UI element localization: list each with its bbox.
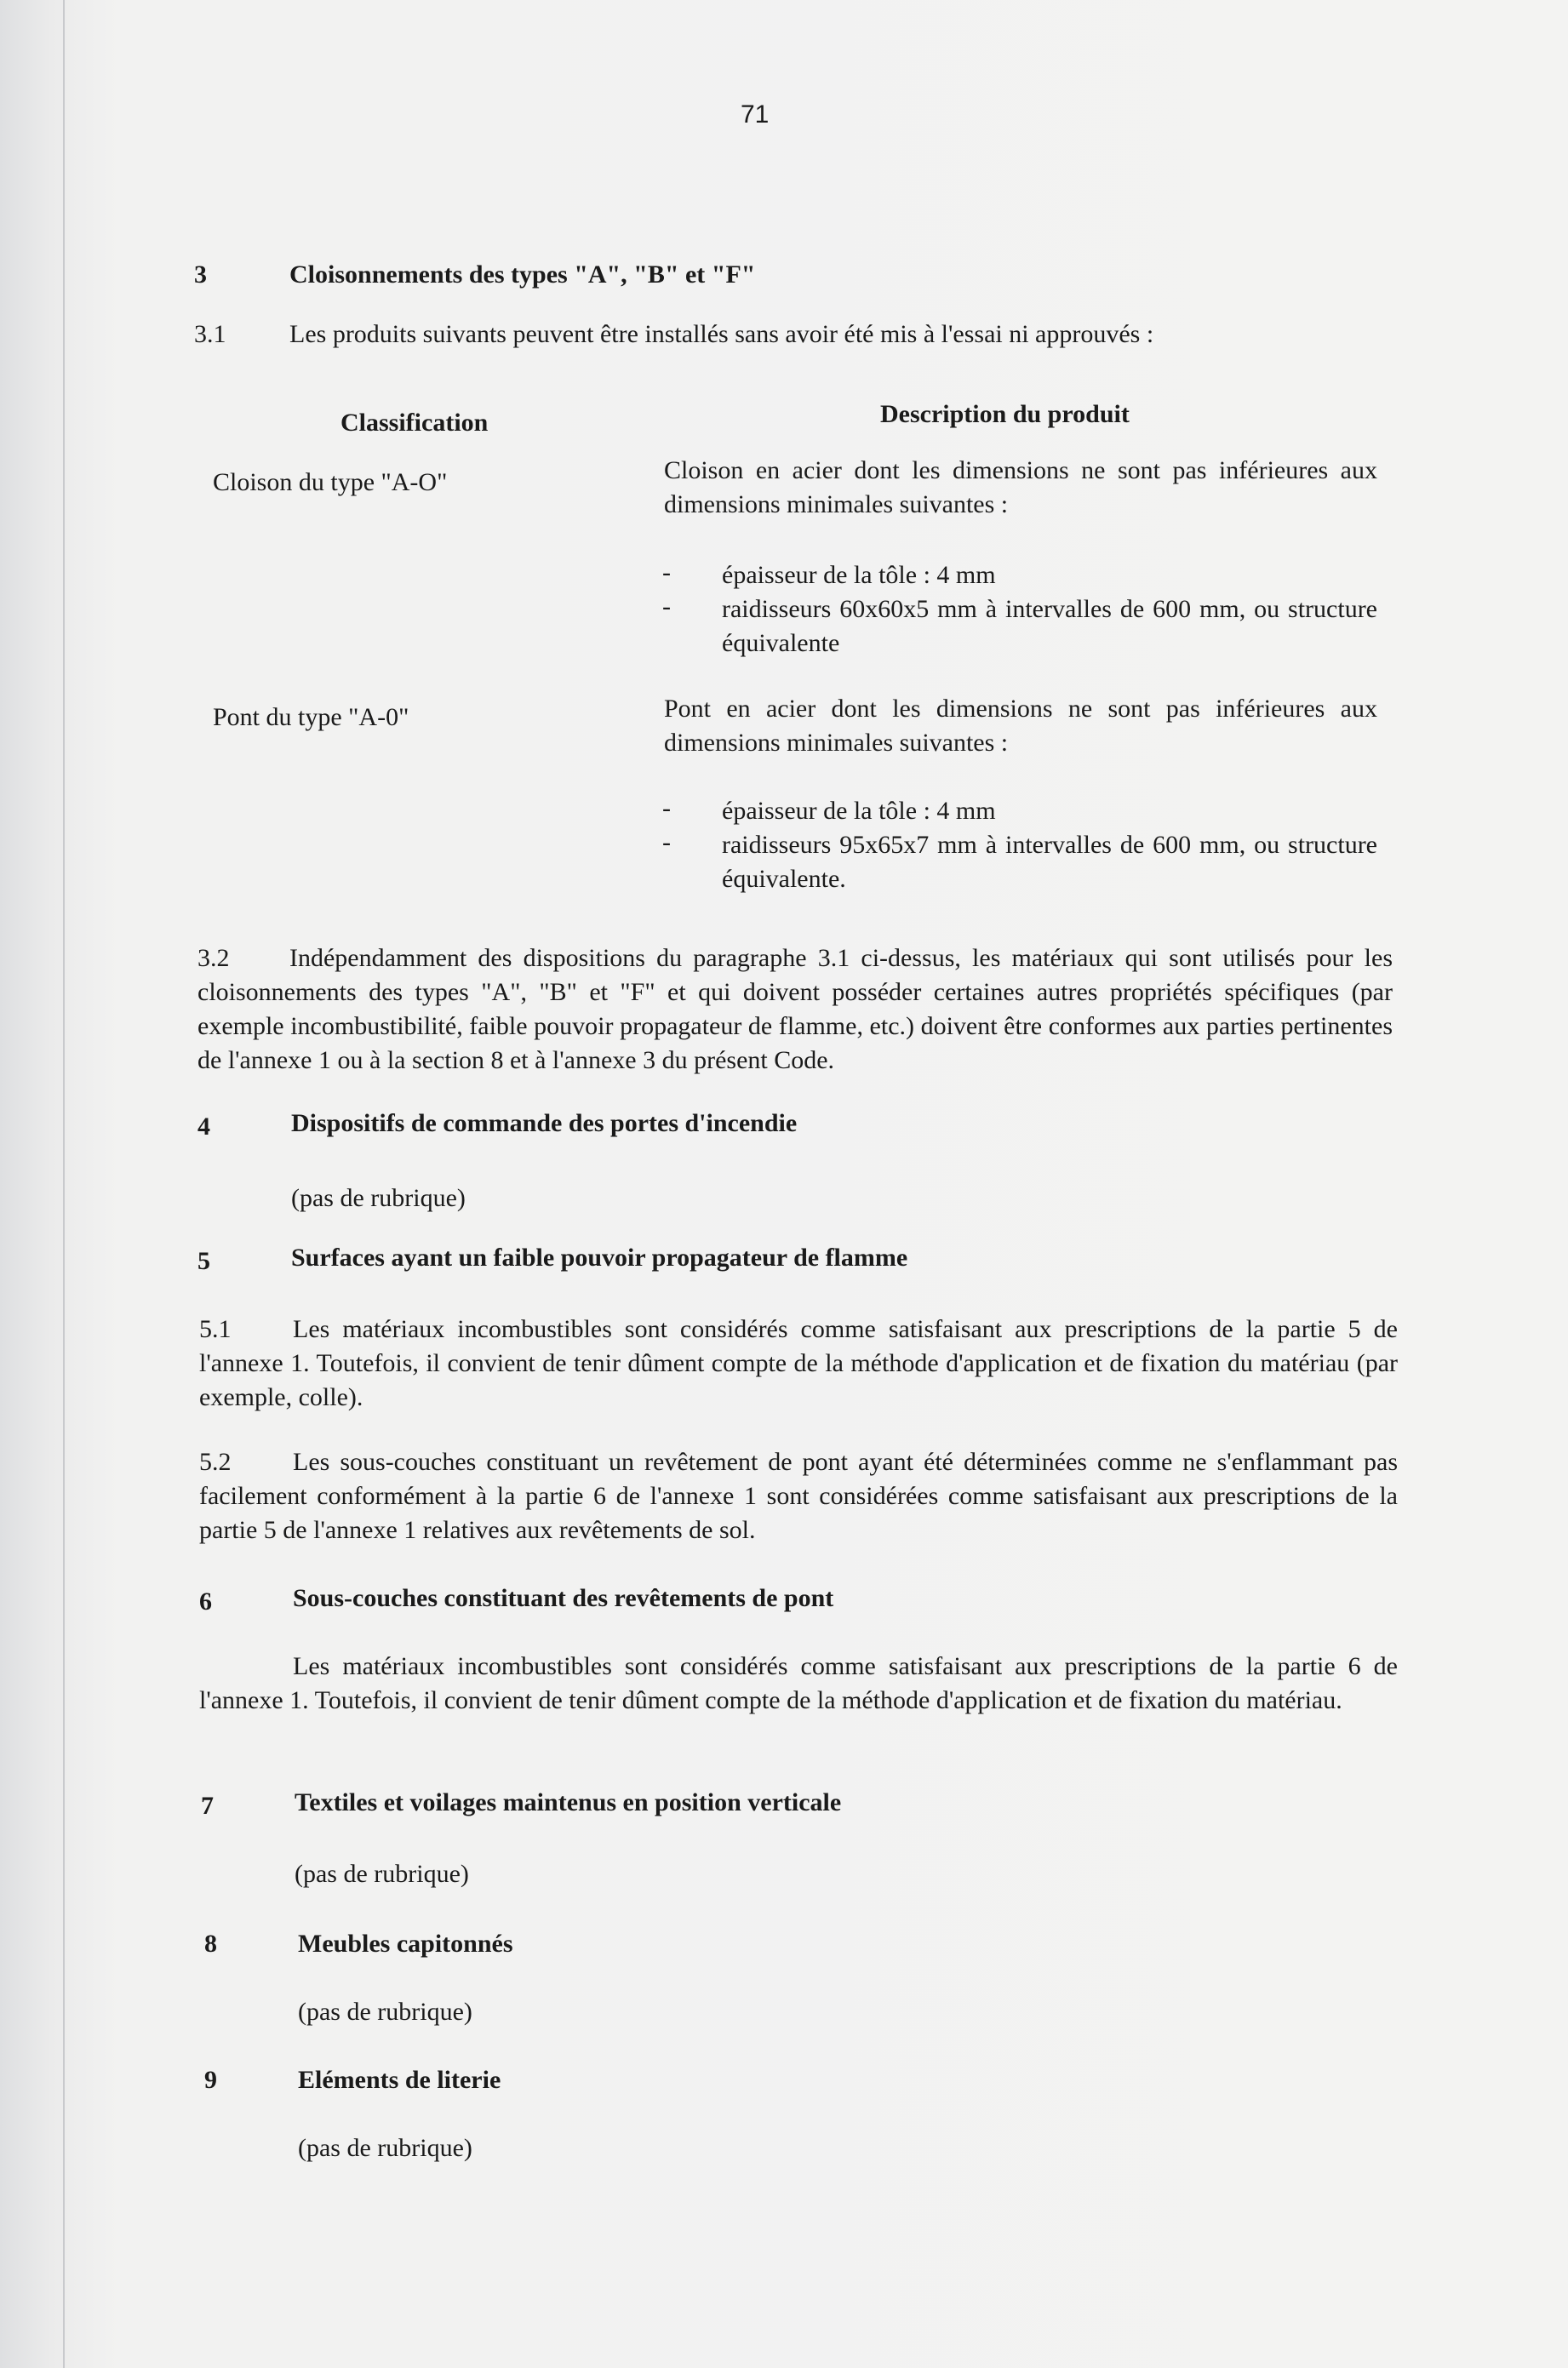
row-1-bullet-1: -: [662, 558, 671, 586]
row-2-description: Pont en acier dont les dimensions ne sont pas inférieures aux dimensions minimales suivantes :: [664, 695, 1377, 757]
section-5-title: Surfaces ayant un faible pouvoir propagateur de flamme: [291, 1244, 908, 1272]
binding-edge: [63, 0, 65, 2368]
section-6-text: Les matériaux incombustibles sont considérés comme satisfaisant aux prescriptions de la partie 6 de l'annexe 1. Toutefois, il convient de tenir dûment compte de la méthode d'application et de fixation du matériau.: [199, 1652, 1398, 1714]
section-8-number: 8: [204, 1930, 217, 1958]
row-2-bullet-2: -: [662, 828, 671, 856]
section-9-body: (pas de rubrique): [298, 2134, 472, 2162]
section-4-body: (pas de rubrique): [291, 1184, 466, 1212]
para-5-2-text: Les sous-couches constituant un revêtement de pont ayant été déterminées comme ne s'enflammant pas facilement conformément à la partie 6 de l'annexe 1 sont considérées comme satisfaisant aux prescriptions de la partie 5 de l'annexe 1 relatives aux revêtements de sol.: [199, 1448, 1398, 1544]
section-9-number: 9: [204, 2066, 217, 2094]
section-6-number: 6: [199, 1587, 212, 1616]
section-7-number: 7: [201, 1792, 214, 1820]
row-2-classification: Pont du type "A-0": [213, 703, 409, 731]
section-9-title: Eléments de literie: [298, 2066, 501, 2094]
section-3-number: 3: [194, 260, 207, 289]
column-header-description: Description du produit: [880, 400, 1130, 428]
para-5-1-number: 5.1: [199, 1315, 232, 1343]
row-1-bullet-2: -: [662, 592, 671, 621]
column-header-classification: Classification: [340, 409, 489, 437]
section-6-title: Sous-couches constituant des revêtements de pont: [293, 1584, 834, 1612]
para-3-1-number: 3.1: [194, 320, 226, 348]
section-3-title: Cloisonnements des types "A", "B" et "F": [289, 260, 756, 289]
row-1-description: Cloison en acier dont les dimensions ne sont pas inférieures aux dimensions minimales suivantes :: [664, 456, 1377, 518]
para-3-1-text: Les produits suivants peuvent être installés sans avoir été mis à l'essai ni approuvés :: [289, 320, 1154, 348]
row-2-item-2: raidisseurs 95x65x7 mm à intervalles de 600 mm, ou structure équivalente.: [722, 831, 1377, 893]
section-4-number: 4: [197, 1113, 210, 1141]
para-5-2-number: 5.2: [199, 1448, 232, 1476]
row-1-classification: Cloison du type "A-O": [213, 468, 448, 496]
row-2-item-1: épaisseur de la tôle : 4 mm: [722, 797, 996, 825]
row-1-item-2: raidisseurs 60x60x5 mm à intervalles de 600 mm, ou structure équivalente: [722, 595, 1377, 657]
section-5-number: 5: [197, 1247, 210, 1275]
para-5-1-text: Les matériaux incombustibles sont considérés comme satisfaisant aux prescriptions de la partie 5 de l'annexe 1. Toutefois, il convient de tenir dûment compte de la méthode d'application et de fixation du matériau (par exemple, colle).: [199, 1315, 1398, 1411]
section-8-title: Meubles capitonnés: [298, 1930, 513, 1958]
section-8-body: (pas de rubrique): [298, 1998, 472, 2026]
section-7-body: (pas de rubrique): [295, 1860, 469, 1888]
page-number: 71: [741, 100, 770, 129]
section-7-title: Textiles et voilages maintenus en position verticale: [295, 1788, 842, 1816]
row-1-item-1: épaisseur de la tôle : 4 mm: [722, 561, 996, 589]
row-2-bullet-1: -: [662, 794, 671, 822]
para-3-2-number: 3.2: [197, 944, 230, 972]
section-4-title: Dispositifs de commande des portes d'incendie: [291, 1109, 798, 1137]
para-3-2-text: Indépendamment des dispositions du paragraphe 3.1 ci-dessus, les matériaux qui sont utilisés pour les cloisonnements des types "A", "B" et "F" et qui doivent posséder certaines autres propriétés spécifiques (par exemple incombustibilité, faible pouvoir propagateur de flamme, etc.) doivent être conformes aux parties pertinentes de l'annexe 1 ou à la section 8 et à l'annexe 3 du présent Code.: [197, 944, 1393, 1074]
